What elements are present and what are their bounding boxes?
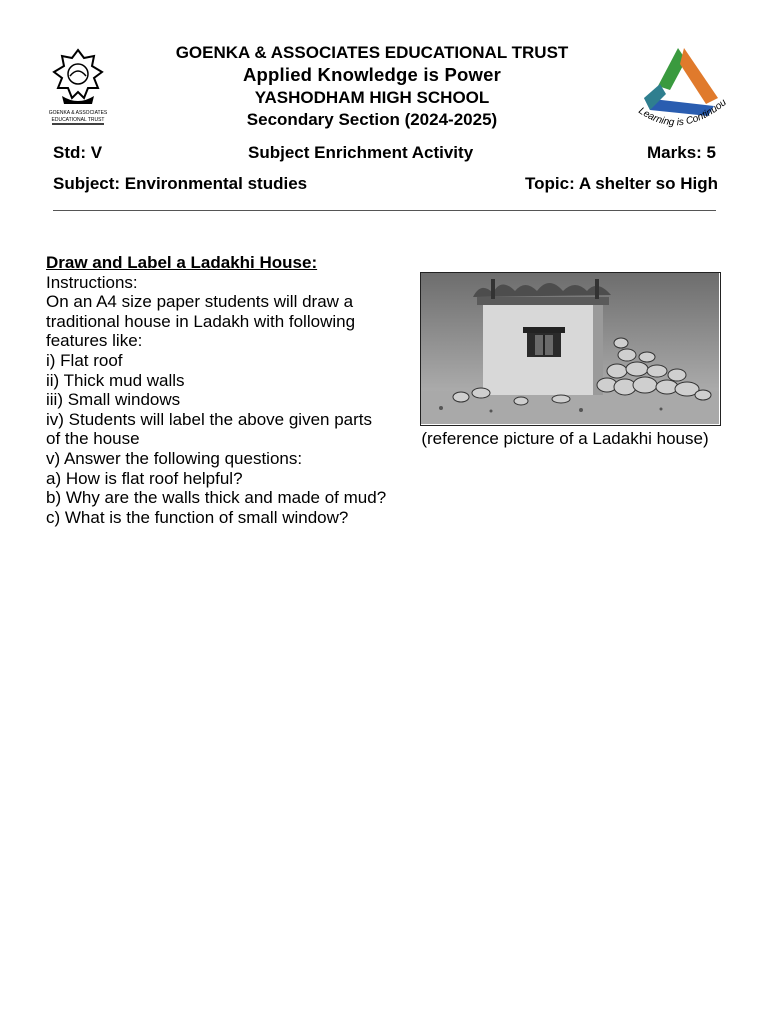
right-logo-text: Learning is Continuou bbox=[636, 97, 729, 129]
instruction-line: iv) Students will label the above given parts bbox=[46, 409, 373, 429]
instruction-line: Instructions: bbox=[46, 272, 138, 292]
marks-label: Marks: 5 bbox=[647, 143, 716, 162]
activity-title: Draw and Label a Ladakhi House: bbox=[46, 253, 318, 272]
left-logo-line-2: EDUCATIONAL TRUST bbox=[51, 117, 105, 123]
trust-name: GOENKA & ASSOCIATES EDUCATIONAL TRUST bbox=[175, 43, 569, 62]
picture-caption: (reference picture of a Ladakhi house) bbox=[421, 429, 709, 448]
instruction-line: v) Answer the following questions: bbox=[46, 448, 303, 468]
topic-label: Topic: A shelter so High bbox=[525, 174, 718, 193]
activity-label: Subject Enrichment Activity bbox=[248, 143, 474, 162]
header-divider bbox=[53, 210, 716, 211]
instruction-line: i) Flat roof bbox=[46, 350, 123, 370]
motto: Applied Knowledge is Power bbox=[242, 64, 502, 85]
instruction-line: c) What is the function of small window? bbox=[46, 507, 349, 527]
left-logo-line-1: GOENKA & ASSOCIATES bbox=[48, 110, 108, 116]
school-name: YASHODHAM HIGH SCHOOL bbox=[254, 88, 490, 107]
instruction-line: of the house bbox=[46, 429, 140, 449]
instructions-block bbox=[46, 253, 411, 527]
instruction-line: b) Why are the walls thick and made of mud? bbox=[46, 488, 387, 508]
std-label: Std: V bbox=[53, 143, 103, 162]
subject-label: Subject: Environmental studies bbox=[53, 174, 308, 193]
ladakhi-house-picture bbox=[420, 272, 721, 426]
instruction-line: On an A4 size paper students will draw a bbox=[46, 292, 354, 312]
section-year: Secondary Section (2024-2025) bbox=[246, 110, 498, 129]
instruction-line: a) How is flat roof helpful? bbox=[46, 468, 243, 488]
instruction-line: iii) Small windows bbox=[46, 390, 181, 410]
instruction-line: traditional house in Ladakh with following bbox=[46, 311, 356, 331]
instruction-line: ii) Thick mud walls bbox=[46, 370, 185, 390]
instruction-line: features like: bbox=[46, 331, 143, 351]
